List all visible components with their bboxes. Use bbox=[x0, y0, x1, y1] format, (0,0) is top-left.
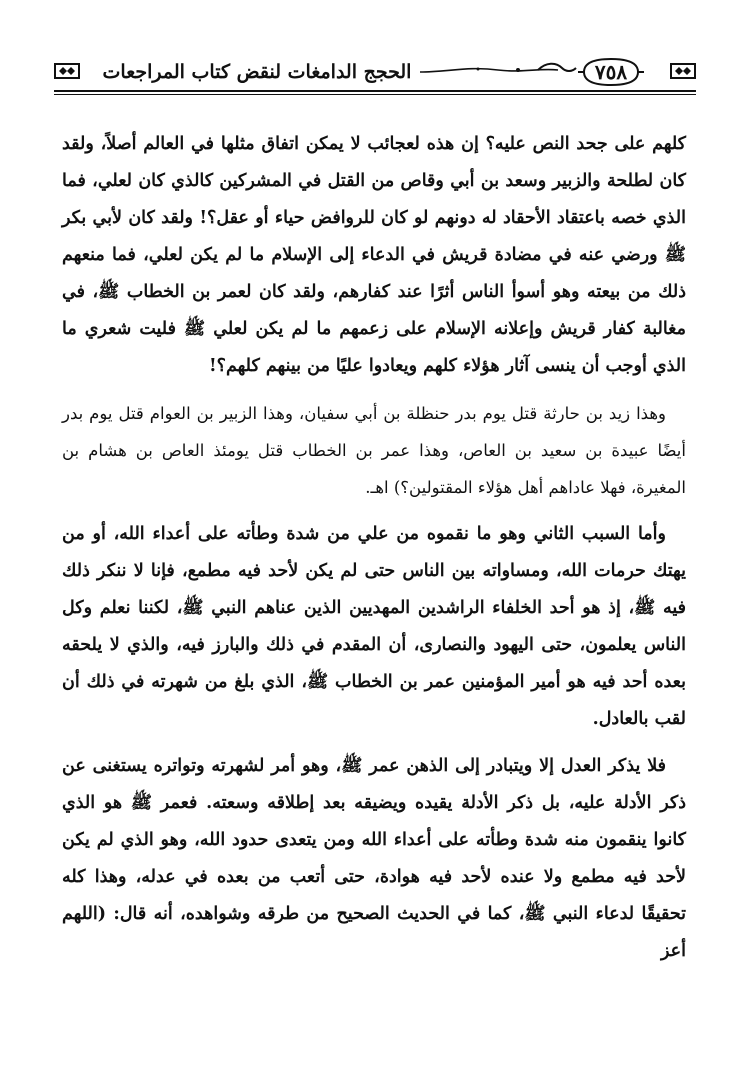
ornament-icon bbox=[54, 62, 80, 80]
book-title: الحجج الدامغات لنقض كتاب المراجعات bbox=[102, 61, 412, 83]
header-rule bbox=[54, 90, 696, 92]
flourish-icon bbox=[418, 58, 578, 82]
paragraph: وأما السبب الثاني وهو ما نقموه من علي من شدة وطأته على أعداء الله، أو من يهتك حرمات الله، ومساواته بين الناس حتى لم يكن لأحد فيه مطمع، فإنا لا ننكر ذلك فيه ﷺ، إذ هو أحد الخلفاء الراشدين المهديين الذين عناهم النبي ﷺ، لكننا نعلم وكل الناس يعلمون، حتى اليهود والنصارى، أن المقدم في ذلك والبارز فيه، والذي لا يلحقه بعده أحد فيه هو أمير المؤمنين عمر بن الخطاب ﷺ، الذي بلغ من شهرته في ذلك أن لقب بالعادل. bbox=[62, 524, 686, 729]
ornament-icon bbox=[670, 62, 696, 80]
page-number: ٧٥٨ bbox=[594, 60, 628, 84]
paragraph: فلا يذكر العدل إلا ويتبادر إلى الذهن عمر ﷺ، وهو أمر لشهرته وتواتره يستغنى عن ذكر الأدلة عليه، بل ذكر الأدلة يقيده ويضيقه بعد إطلاقه وسعته. فعمر ﷺ هو الذي كانوا ينقمون منه شدة وطأته على أعداء الله ومن يتعدى حدود الله، وهو الذي لم يكن لأحد فيه مطمع ولا عنده لأحد فيه هوادة، حتى أتعب من بعده في عدله، وهذا كله تحقيقًا لدعاء النبي ﷺ، كما في الحديث الصحيح من طرقه وشواهده، أنه قال: (اللهم أعز bbox=[62, 756, 686, 961]
header-rule-thin bbox=[54, 94, 696, 95]
page-header bbox=[54, 52, 696, 96]
paragraph: وهذا زيد بن حارثة قتل يوم بدر حنظلة بن أبي سفيان، وهذا الزبير بن العوام قتل يوم بدر أيضًا عبيدة بن سعيد بن العاص، وهذا عمر بن الخطاب قتل يومئذ العاص بن هشام بن المغيرة، فهلا عاداهم أهل هؤلاء المقتولين؟) اهـ. bbox=[62, 404, 686, 497]
page-body bbox=[62, 126, 686, 980]
paragraph: كلهم على جحد النص عليه؟ إن هذه لعجائب لا يمكن اتفاق مثلها في العالم أصلاً، ولقد كان لطلحة والزبير وسعد بن أبي وقاص من القتل في المشركين كالذي كان لعلي، فما الذي خصه باعتقاد الأحقاد له دونهم لو كان للروافض حياء أو عقل؟! ولقد كان لأبي بكر ﷺ ورضي عنه في مضادة قريش في الدعاء إلى الإسلام ما لم يكن لعلي، فما منعهم ذلك من بيعته وهو أسوأ الناس أثرًا عند كفارهم، ولقد كان لعمر بن الخطاب ﷺ، في مغالبة كفار قريش وإعلانه الإسلام على زعمهم ما لم يكن لعلي ﷺ فليت شعري ما الذي أوجب أن ينسى آثار هؤلاء كلهم ويعادوا عليًا من بينهم كلهم؟! bbox=[62, 134, 686, 376]
